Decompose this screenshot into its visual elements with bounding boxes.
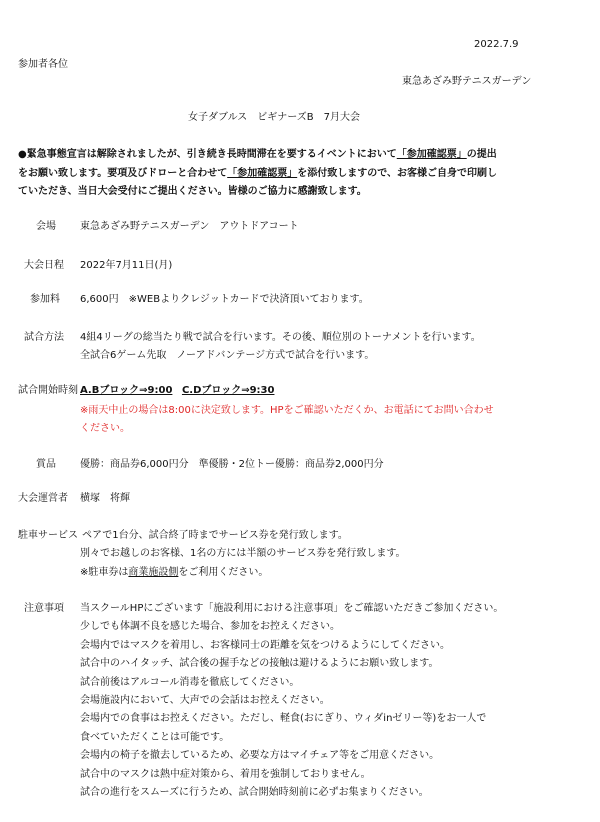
document-date: 2022.7.9 — [474, 39, 519, 50]
parking-label: 駐車サービス — [18, 530, 78, 541]
document-title: 女子ダブルス ビギナーズB 7月大会 — [188, 112, 361, 123]
organizer-label: 大会運営者 — [18, 493, 68, 504]
prize-value: 優勝：商品券6,000円分 準優勝・2位トー優勝：商品券2,000円分 — [80, 459, 384, 470]
date-value: 2022年7月11日(月) — [80, 260, 173, 271]
start-blocks — [80, 384, 274, 398]
caution-item: 少しでも体調不良を感じた場合、参加をお控えください。 — [80, 621, 340, 632]
block-cd-time: C.Dブロック⇒9:30 — [181, 385, 275, 396]
format-label: 試合方法 — [24, 332, 64, 343]
fee-value: 6,600円 ※WEBよりクレジットカードで決済頂いております。 — [80, 294, 369, 305]
prize-label: 賞品 — [36, 459, 56, 470]
notice-line-2 — [18, 167, 497, 181]
notice-text: を添付致しますので、お客様ご自身で印刷し — [297, 168, 498, 179]
caution-item: 会場内での食事はお控えください。ただし、軽食(おにぎり、ウィダinゼリー等)をお一人で — [80, 713, 487, 724]
parking-line-2: 別々でお越しのお客様、1名の方には半額のサービス券を発行致します。 — [80, 548, 406, 559]
cautions-label: 注意事項 — [24, 603, 64, 614]
date-label: 大会日程 — [24, 260, 64, 271]
venue-label: 会場 — [36, 221, 56, 232]
caution-item: 会場内の椅子を撤去しているため、必要な方はマイチェア等をご用意ください。 — [80, 750, 440, 761]
rain-note-2: ください。 — [80, 423, 130, 434]
participation-form-link[interactable]: 「参加確認票」 — [396, 149, 467, 160]
parking-line-1: ペアで1台分、試合終了時までサービス券を発行致します。 — [82, 530, 348, 541]
notice-text: ●緊急事態宣言は解除されましたが、引き続き長時間滞在を要するイベントにおいて — [18, 149, 397, 160]
caution-item: 試合中のハイタッチ、試合後の握手などの接触は避けるようにお願い致します。 — [80, 658, 439, 669]
caution-item: 会場施設内において、大声での会話はお控えください。 — [80, 695, 330, 706]
recipient: 参加者各位 — [18, 59, 68, 70]
parking-text: ※駐車券は — [80, 567, 129, 578]
organizer-value: 横塚 将輝 — [80, 493, 130, 504]
notice-text: の提出 — [466, 149, 497, 160]
participation-form-link[interactable]: 「参加確認票」 — [227, 168, 298, 179]
notice-text: をお願い致します。要項及びドローと合わせて — [18, 168, 228, 179]
caution-item: 食べていただくことは可能です。 — [80, 732, 230, 743]
commercial-facility-link[interactable]: 商業施設側 — [128, 567, 179, 578]
fee-label: 参加料 — [30, 294, 60, 305]
notice-line-3: ていただき、当日大会受付にご提出ください。皆様のご協力に感謝致します。 — [18, 186, 367, 197]
rain-note-1: ※雨天中止の場合は8:00に決定致します。HPをご確認いただくか、お電話にてお問い合わせ — [80, 405, 494, 416]
format-line-1: 4組4リーグの総当たり戦で試合を行います。その後、順位別のトーナメントを行います。 — [80, 332, 481, 343]
format-line-2: 全試合6ゲーム先取 ノーアドバンテージ方式で試合を行います。 — [80, 350, 375, 361]
parking-line-3 — [80, 566, 268, 580]
caution-item: 当スクールHPにございます「施設利用における注意事項」をご確認いただきご参加ください。 — [80, 603, 504, 614]
notice-line-1 — [18, 148, 497, 162]
venue-value: 東急あざみ野テニスガーデン アウトドアコート — [80, 221, 299, 232]
caution-item: 試合中のマスクは熱中症対策から、着用を強制しておりません。 — [80, 769, 371, 780]
caution-item: 試合前後はアルコール消毒を徹底してください。 — [80, 677, 300, 688]
caution-item: 会場内ではマスクを着用し、お客様同士の距離を気をつけるようにしてください。 — [80, 640, 450, 651]
sender: 東急あざみ野テニスガーデン — [402, 76, 532, 87]
block-ab-time: A.Bブロック⇒9:00 — [80, 385, 173, 396]
start-label: 試合開始時刻 — [18, 385, 78, 396]
caution-item: 試合の進行をスムーズに行うため、試合開始時刻前に必ずお集まりください。 — [80, 787, 429, 798]
parking-text: をご利用ください。 — [178, 567, 269, 578]
